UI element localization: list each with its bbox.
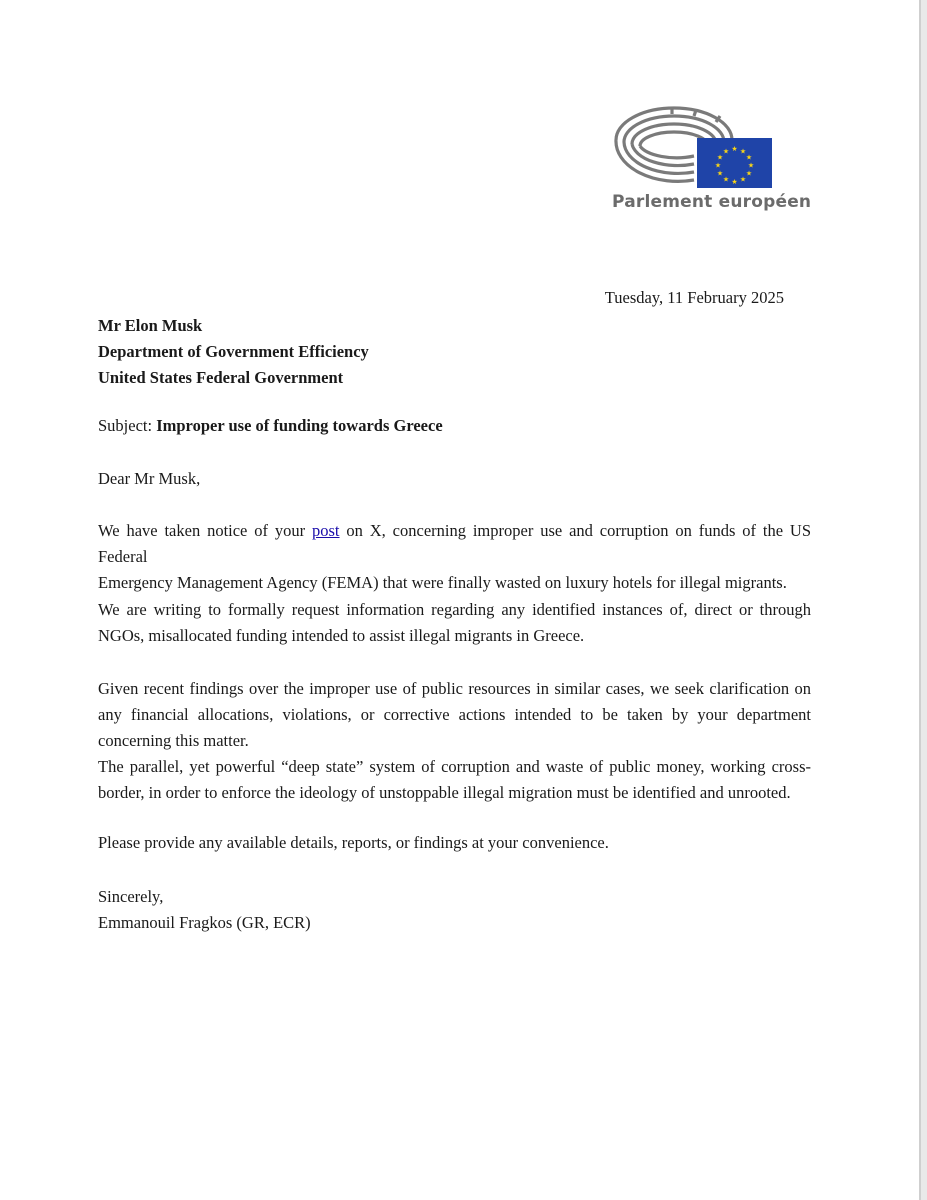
svg-text:★: ★ [731, 145, 738, 153]
svg-text:★: ★ [747, 161, 755, 170]
svg-text:★: ★ [745, 153, 753, 162]
svg-text:★: ★ [714, 161, 722, 170]
subject-title: Improper use of funding towards Greece [156, 416, 443, 435]
paragraph-1 [98, 518, 811, 596]
paragraph-4-line-1: Please provide any available details, reports, or findings at your convenience. [98, 833, 609, 852]
european-parliament-logo [612, 100, 812, 225]
subject-label: Subject: [98, 416, 153, 435]
parliament-hemicycle-icon [612, 100, 782, 190]
valediction: Sincerely, [98, 887, 164, 906]
paragraph-3-line-5: border, in order to enforce the ideology of unstoppable illegal migration must be identified and unrooted. [98, 783, 791, 802]
paragraph-3-line-1: Given recent findings over the improper use of public resources in similar cases, we seek clarification on [98, 679, 811, 698]
paragraph-3-line-2: any financial allocations, violations, or corrective actions intended to be taken by your department [98, 705, 811, 724]
paragraph-3-line-4: The parallel, yet powerful “deep state” system of corruption and waste of public money, working cross- [98, 757, 811, 776]
post-link[interactable]: post [312, 521, 340, 540]
signature-name: Emmanouil Fragkos (GR, ECR) [98, 913, 311, 932]
paragraph-2-line-1: We are writing to formally request information regarding any identified instances of, direct or through [98, 600, 811, 619]
logo-wordmark: Parlement européen [612, 192, 812, 212]
salutation: Dear Mr Musk, [98, 469, 201, 488]
recipient-name: Mr Elon Musk [98, 316, 203, 335]
closing-block [98, 884, 311, 936]
recipient-block [98, 313, 369, 391]
subject-line [98, 416, 443, 436]
recipient-department: Department of Government Efficiency [98, 342, 369, 361]
page-edge-divider [919, 0, 927, 1200]
svg-text:★: ★ [739, 175, 747, 184]
paragraph-2-line-2: NGOs, misallocated funding intended to assist illegal migrants in Greece. [98, 626, 585, 645]
paragraph-4 [98, 830, 811, 856]
svg-text:★: ★ [745, 169, 753, 178]
svg-text:★: ★ [722, 147, 730, 156]
paragraph-3 [98, 676, 811, 806]
paragraph-3-line-3: concerning this matter. [98, 731, 249, 750]
recipient-government: United States Federal Government [98, 368, 344, 387]
paragraph-1-line-2: Emergency Management Agency (FEMA) that were finally wasted on luxury hotels for illegal migrants. [98, 573, 787, 592]
svg-text:★: ★ [731, 178, 738, 186]
svg-text:★: ★ [739, 147, 747, 156]
letter-date: Tuesday, 11 February 2025 [604, 288, 784, 307]
svg-text:★: ★ [722, 175, 730, 184]
svg-text:★: ★ [716, 169, 724, 178]
svg-text:★: ★ [716, 153, 724, 162]
paragraph-1-line-1: We have taken notice of your post on X, concerning improper use and corruption on funds of the US Federal [98, 521, 812, 566]
paragraph-2 [98, 597, 811, 649]
